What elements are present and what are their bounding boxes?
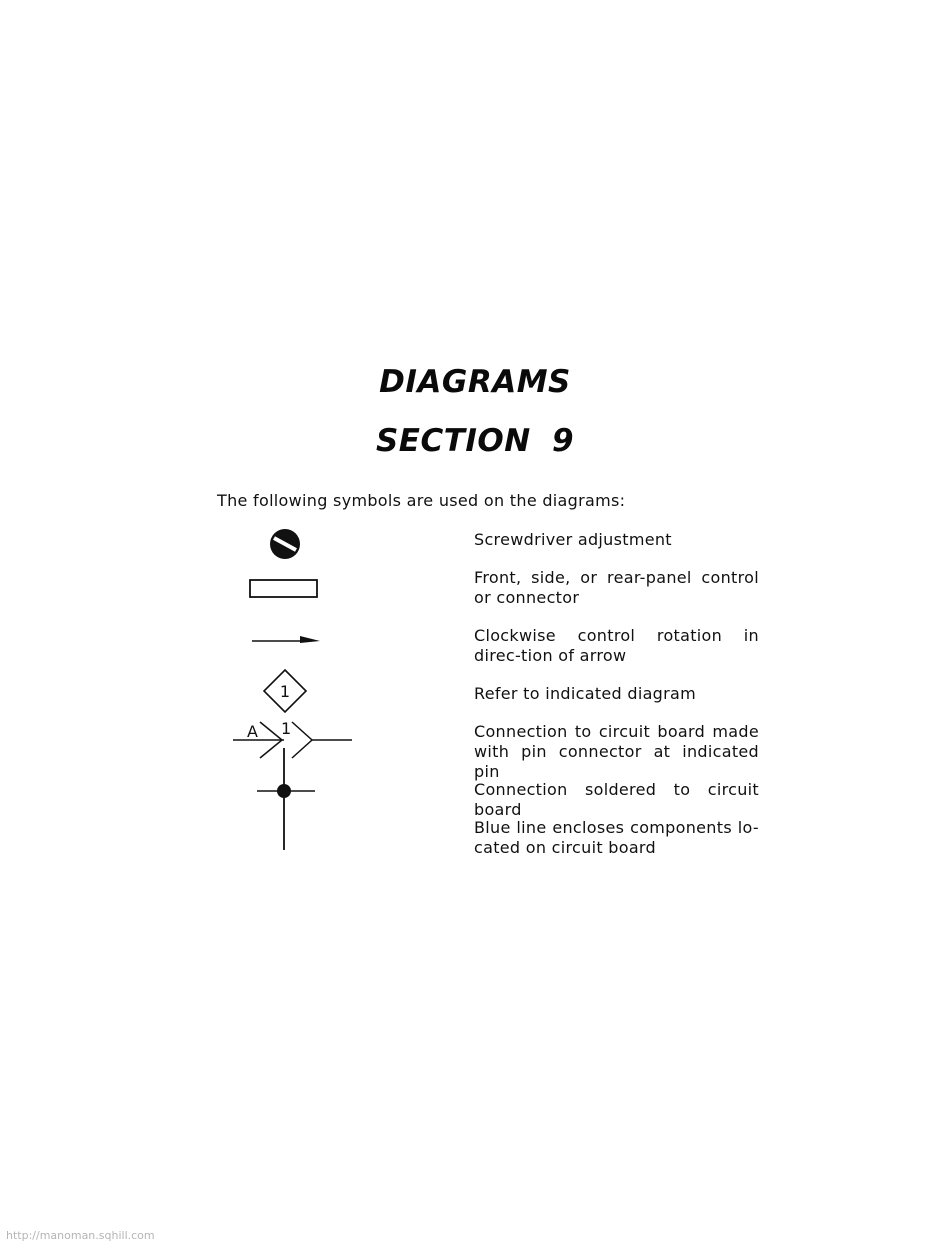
footer-url: http://manoman.sqhill.com xyxy=(6,1229,155,1242)
panel-control-rectangle-icon xyxy=(248,577,320,601)
symbol-description: Clockwise control rotation in direc-tion of arrow xyxy=(474,626,759,665)
symbol-description: Connection to circuit board made with pin connector at indicated pin xyxy=(474,722,759,781)
symbol-description: Blue line encloses components lo-cated on circuit board xyxy=(474,818,759,857)
diagram-reference-diamond-icon xyxy=(262,668,308,714)
page-title: DIAGRAMS xyxy=(379,364,571,400)
symbol-description: Refer to indicated diagram xyxy=(474,684,697,703)
clockwise-arrow-icon xyxy=(250,632,322,646)
intro-text: The following symbols are used on the diagrams: xyxy=(217,491,626,510)
symbol-description: Connection soldered to circuit board xyxy=(474,780,759,819)
diamond-label: 1 xyxy=(279,682,291,701)
pin-connector-label-a: A xyxy=(247,722,258,741)
section-heading: SECTION 9 xyxy=(375,423,575,459)
solder-junction-icon xyxy=(257,784,315,798)
symbol-description: Screwdriver adjustment xyxy=(474,530,672,549)
screwdriver-adjustment-icon xyxy=(266,525,304,563)
pin-connector-label-pin: 1 xyxy=(281,719,292,738)
pin-connector-icon xyxy=(230,716,356,852)
symbol-description: Front, side, or rear-panel control or connector xyxy=(474,568,759,607)
